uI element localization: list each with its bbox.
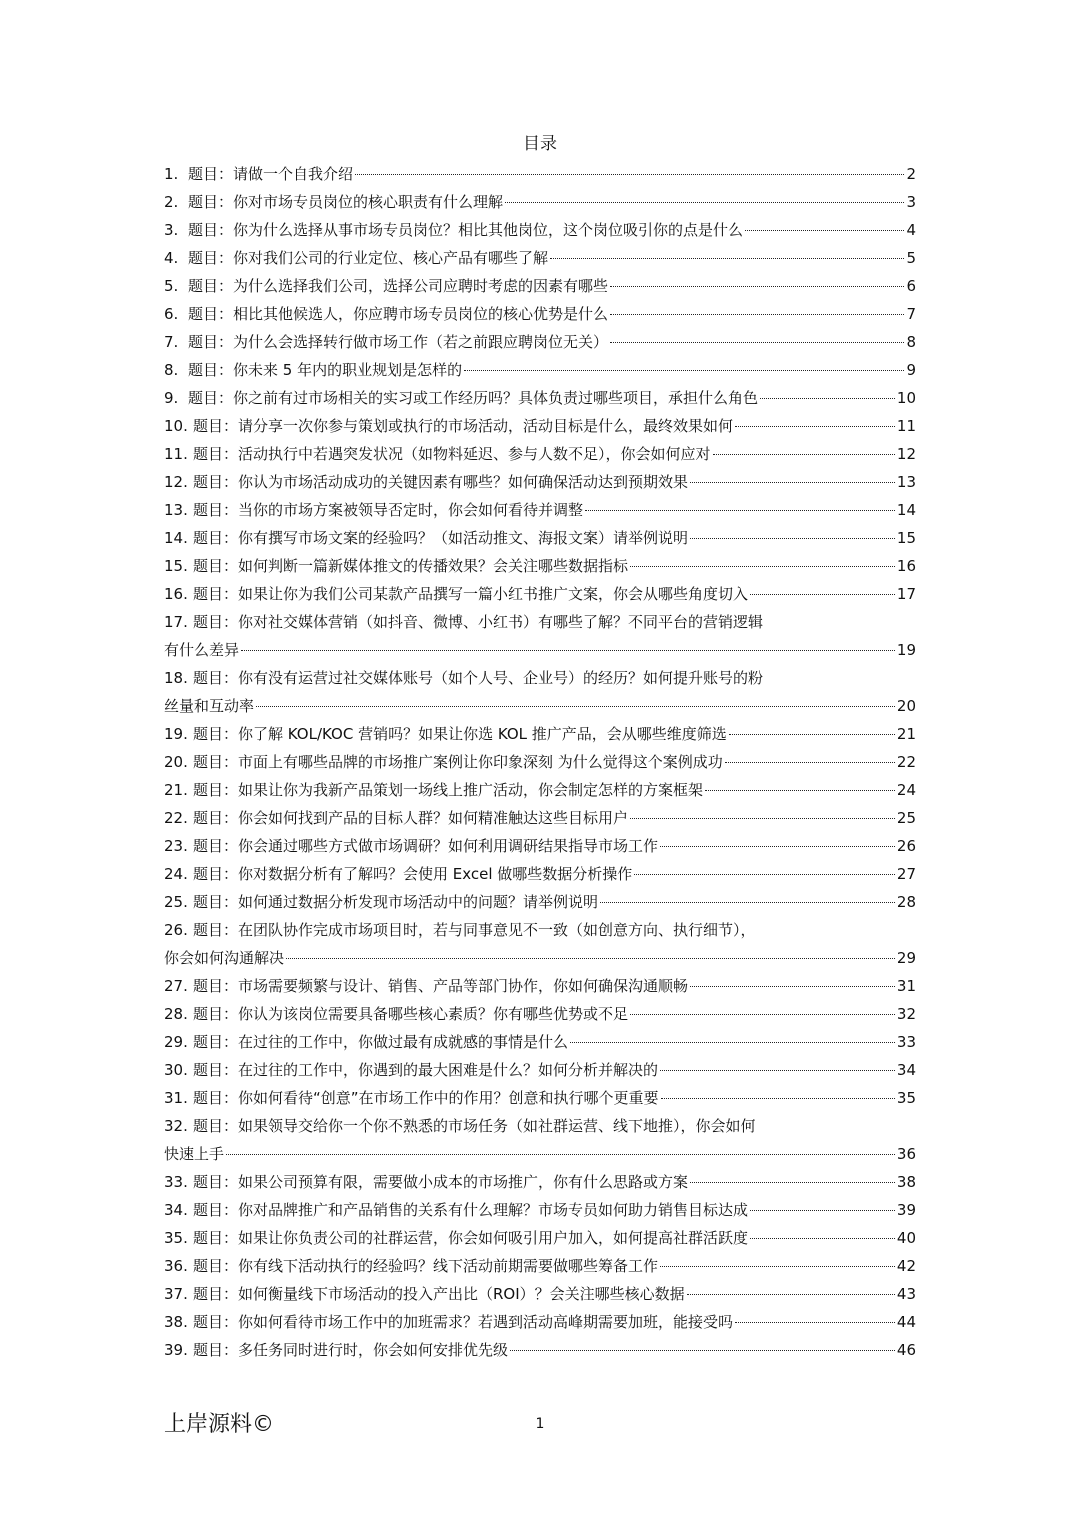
toc-entry-title: 题目：如果让你为我新产品策划一场线上推广活动，你会制定怎样的方案框架 — [193, 781, 704, 799]
toc-entry-page: 31 — [896, 977, 916, 995]
dot-leader — [687, 1280, 895, 1295]
toc-entry-title: 题目：市面上有哪些品牌的市场推广案例让你印象深刻 为什么觉得这个案例成功 — [193, 753, 723, 771]
toc-entry-number: 30. — [164, 1061, 188, 1079]
footer-brand: 上岸源料© — [164, 1412, 275, 1437]
dot-leader — [729, 720, 895, 735]
toc-entry-number: 27. — [164, 977, 188, 995]
toc-entry-title: 题目：为什么会选择转行做市场工作（若之前跟应聘岗位无关） — [188, 333, 609, 351]
toc-entry-title: 题目：当你的市场方案被领导否定时，你会如何看待并调整 — [193, 501, 584, 519]
toc-entry-title: 题目：如何衡量线下市场活动的投入产出比（ROI）？会关注哪些核心数据 — [193, 1285, 685, 1303]
toc-entry-page: 6 — [906, 277, 916, 295]
toc-entry[interactable] — [164, 300, 916, 328]
toc-entry[interactable] — [164, 272, 916, 300]
toc-entry-title: 题目：如果领导交给你一个你不熟悉的市场任务（如社群运营、线下地推），你会如何 — [193, 1117, 756, 1135]
toc-entry[interactable] — [164, 440, 916, 468]
toc-entry-page: 10 — [896, 389, 916, 407]
dot-leader — [690, 468, 895, 483]
toc-entry[interactable] — [164, 160, 916, 188]
toc-entry-page: 43 — [896, 1285, 916, 1303]
toc-entry-page: 12 — [896, 445, 916, 463]
dot-leader — [286, 944, 895, 959]
toc-entry[interactable] — [164, 804, 916, 832]
toc-entry-title: 题目：你对品牌推广和产品销售的关系有什么理解？市场专员如何助力销售目标达成 — [193, 1201, 749, 1219]
toc-entry[interactable] — [164, 972, 916, 1000]
dot-leader — [610, 272, 904, 287]
dot-leader — [630, 1000, 895, 1015]
toc-entry-title: 题目：在过往的工作中，你遇到的最大困难是什么？如何分析并解决的 — [193, 1061, 659, 1079]
toc-entry[interactable] — [164, 188, 916, 216]
toc-entry-page: 39 — [896, 1201, 916, 1219]
toc-entry-number: 36. — [164, 1257, 188, 1275]
dot-leader — [585, 496, 895, 511]
toc-entry-title: 题目：如果公司预算有限，需要做小成本的市场推广，你有什么思路或方案 — [193, 1173, 689, 1191]
toc-entry-page: 14 — [896, 501, 916, 519]
dot-leader — [660, 1056, 895, 1071]
toc-entry[interactable] — [164, 664, 916, 720]
toc-entry-number: 39. — [164, 1341, 188, 1359]
toc-entry-title: 题目：你对社交媒体营销（如抖音、微博、小红书）有哪些了解？不同平台的营销逻辑 — [193, 613, 764, 631]
toc-entry-number: 32. — [164, 1117, 188, 1135]
toc-entry-number: 29. — [164, 1033, 188, 1051]
toc-entry-number: 23. — [164, 837, 188, 855]
toc-entry[interactable] — [164, 580, 916, 608]
toc-entry-number: 31. — [164, 1089, 188, 1107]
toc-entry-title: 题目：你对我们公司的行业定位、核心产品有哪些了解 — [188, 249, 549, 267]
toc-entry-page: 21 — [896, 725, 916, 743]
table-of-contents — [164, 160, 916, 1364]
toc-entry-number: 35. — [164, 1229, 188, 1247]
toc-entry-page: 8 — [906, 333, 916, 351]
toc-entry-title: 题目：你之前有过市场相关的实习或工作经历吗？具体负责过哪些项目，承担什么角色 — [188, 389, 759, 407]
toc-entry-page: 34 — [896, 1061, 916, 1079]
toc-entry-number: 21. — [164, 781, 188, 799]
dot-leader — [610, 300, 904, 315]
dot-leader — [660, 1252, 895, 1267]
dot-leader — [570, 1028, 895, 1043]
toc-entry-page: 26 — [896, 837, 916, 855]
toc-entry-page: 32 — [896, 1005, 916, 1023]
toc-entry-title: 题目：你会通过哪些方式做市场调研？如何利用调研结果指导市场工作 — [193, 837, 659, 855]
toc-entry-page: 7 — [906, 305, 916, 323]
toc-entry[interactable] — [164, 1168, 916, 1196]
toc-entry-page: 2 — [906, 165, 916, 183]
toc-entry[interactable] — [164, 1224, 916, 1252]
toc-entry[interactable] — [164, 1000, 916, 1028]
toc-entry-page: 20 — [896, 697, 916, 715]
dot-leader — [750, 1196, 895, 1211]
toc-entry-page: 4 — [906, 221, 916, 239]
toc-entry-page: 35 — [896, 1089, 916, 1107]
toc-entry[interactable] — [164, 1084, 916, 1112]
dot-leader — [600, 888, 895, 903]
toc-entry-title: 题目：请做一个自我介绍 — [188, 165, 354, 183]
toc-entry-page: 27 — [896, 865, 916, 883]
toc-entry-number: 38. — [164, 1313, 188, 1331]
toc-entry-title: 题目：你如何看待“创意”在市场工作中的作用？创意和执行哪个更重要 — [193, 1089, 659, 1107]
dot-leader — [690, 972, 895, 987]
toc-entry-number: 25. — [164, 893, 188, 911]
toc-entry-page: 46 — [896, 1341, 916, 1359]
toc-entry-number: 15. — [164, 557, 188, 575]
toc-entry-title-continued: 丝量和互动率 — [164, 697, 255, 715]
dot-leader — [690, 1168, 895, 1183]
toc-entry-page: 42 — [896, 1257, 916, 1275]
toc-entry[interactable] — [164, 1112, 916, 1168]
dot-leader — [750, 1224, 895, 1239]
toc-entry-page: 3 — [906, 193, 916, 211]
toc-entry[interactable] — [164, 384, 916, 412]
toc-entry-title: 题目：相比其他候选人，你应聘市场专员岗位的核心优势是什么 — [188, 305, 609, 323]
dot-leader — [355, 160, 904, 175]
toc-entry-page: 33 — [896, 1033, 916, 1051]
toc-entry-page: 22 — [896, 753, 916, 771]
toc-entry-title: 题目：在团队协作完成市场项目时，若与同事意见不一致（如创意方向、执行细节）， — [193, 921, 756, 939]
dot-leader — [256, 692, 895, 707]
toc-entry[interactable] — [164, 412, 916, 440]
toc-entry[interactable] — [164, 1252, 916, 1280]
toc-entry[interactable] — [164, 1196, 916, 1224]
toc-entry[interactable] — [164, 916, 916, 972]
toc-entry-number: 8. — [164, 361, 179, 379]
toc-entry-title: 题目：你如何看待市场工作中的加班需求？若遇到活动高峰期需要加班，能接受吗 — [193, 1313, 734, 1331]
toc-entry-title: 题目：多任务同时进行时，你会如何安排优先级 — [193, 1341, 509, 1359]
toc-entry-number: 1. — [164, 165, 179, 183]
toc-entry-title: 题目：你了解 KOL/KOC 营销吗？如果让你选 KOL 推广产品，会从哪些维度筛选 — [193, 725, 727, 743]
footer-page-number: 1 — [535, 1416, 545, 1432]
toc-entry-title: 题目：活动执行中若遇突发状况（如物料延迟、参与人数不足），你会如何应对 — [193, 445, 711, 463]
toc-entry-number: 24. — [164, 865, 188, 883]
toc-entry[interactable] — [164, 1028, 916, 1056]
toc-entry-number: 22. — [164, 809, 188, 827]
toc-entry-page: 36 — [896, 1145, 916, 1163]
toc-entry-page: 28 — [896, 893, 916, 911]
dot-leader — [510, 1336, 895, 1351]
toc-entry-number: 16. — [164, 585, 188, 603]
toc-entry-number: 2. — [164, 193, 179, 211]
toc-entry-title: 题目：你有没有运营过社交媒体账号（如个人号、企业号）的经历？如何提升账号的粉 — [193, 669, 764, 687]
dot-leader — [464, 356, 904, 371]
toc-entry[interactable] — [164, 1308, 916, 1336]
toc-entry-page: 38 — [896, 1173, 916, 1191]
dot-leader — [634, 860, 895, 875]
dot-leader — [750, 580, 895, 595]
dot-leader — [630, 552, 895, 567]
toc-entry[interactable] — [164, 1056, 916, 1084]
toc-entry-title: 题目：你有撰写市场文案的经验吗？（如活动推文、海报文案）请举例说明 — [193, 529, 689, 547]
toc-entry-page: 24 — [896, 781, 916, 799]
dot-leader — [226, 1140, 895, 1155]
dot-leader — [550, 244, 904, 259]
dot-leader — [735, 1308, 895, 1323]
toc-entry-number: 28. — [164, 1005, 188, 1023]
toc-entry-number: 10. — [164, 417, 188, 435]
toc-entry-number: 18. — [164, 669, 188, 687]
toc-entry-number: 6. — [164, 305, 179, 323]
toc-entry-number: 5. — [164, 277, 179, 295]
toc-entry[interactable] — [164, 748, 916, 776]
toc-entry-page: 19 — [896, 641, 916, 659]
toc-entry-title: 题目：市场需要频繁与设计、销售、产品等部门协作，你如何确保沟通顺畅 — [193, 977, 689, 995]
toc-entry-number: 34. — [164, 1201, 188, 1219]
toc-entry-page: 13 — [896, 473, 916, 491]
toc-entry[interactable] — [164, 328, 916, 356]
toc-entry-number: 26. — [164, 921, 188, 939]
toc-entry-number: 12. — [164, 473, 188, 491]
toc-entry-number: 13. — [164, 501, 188, 519]
toc-title: 目录 — [523, 134, 557, 154]
dot-leader — [660, 832, 895, 847]
toc-entry-title: 题目：你有线下活动执行的经验吗？线下活动前期需要做哪些筹备工作 — [193, 1257, 659, 1275]
toc-entry-title-continued: 你会如何沟通解决 — [164, 949, 285, 967]
toc-entry-page: 25 — [896, 809, 916, 827]
toc-entry[interactable] — [164, 496, 916, 524]
toc-entry-title: 题目：如果让你为我们公司某款产品撰写一篇小红书推广文案，你会从哪些角度切入 — [193, 585, 749, 603]
toc-entry-title-continued: 有什么差异 — [164, 641, 240, 659]
toc-entry-page: 16 — [896, 557, 916, 575]
dot-leader — [735, 412, 895, 427]
dot-leader — [745, 216, 904, 231]
toc-entry-title: 题目：你认为市场活动成功的关键因素有哪些？如何确保活动达到预期效果 — [193, 473, 689, 491]
toc-entry-title: 题目：为什么选择我们公司，选择公司应聘时考虑的因素有哪些 — [188, 277, 609, 295]
toc-entry-page: 15 — [896, 529, 916, 547]
dot-leader — [505, 188, 904, 203]
toc-entry-title: 题目：你会如何找到产品的目标人群？如何精准触达这些目标用户 — [193, 809, 629, 827]
toc-entry-page: 40 — [896, 1229, 916, 1247]
toc-entry-title: 题目：如何通过数据分析发现市场活动中的问题？请举例说明 — [193, 893, 599, 911]
toc-entry[interactable] — [164, 860, 916, 888]
toc-entry-title: 题目：如果让你负责公司的社群运营，你会如何吸引用户加入，如何提高社群活跃度 — [193, 1229, 749, 1247]
toc-entry-number: 17. — [164, 613, 188, 631]
toc-entry-title: 题目：你对市场专员岗位的核心职责有什么理解 — [188, 193, 504, 211]
toc-entry-title: 题目：如何判断一篇新媒体推文的传播效果？会关注哪些数据指标 — [193, 557, 629, 575]
toc-entry-number: 33. — [164, 1173, 188, 1191]
dot-leader — [241, 636, 895, 651]
toc-entry-page: 5 — [906, 249, 916, 267]
toc-entry-page: 9 — [906, 361, 916, 379]
toc-entry-number: 7. — [164, 333, 179, 351]
dot-leader — [610, 328, 904, 343]
toc-entry[interactable] — [164, 776, 916, 804]
dot-leader — [690, 524, 895, 539]
toc-entry-title: 题目：你认为该岗位需要具备哪些核心素质？你有哪些优势或不足 — [193, 1005, 629, 1023]
toc-entry[interactable] — [164, 468, 916, 496]
toc-entry[interactable] — [164, 832, 916, 860]
toc-entry-number: 20. — [164, 753, 188, 771]
toc-entry-number: 3. — [164, 221, 179, 239]
toc-entry-number: 19. — [164, 725, 188, 743]
toc-entry-title: 题目：你未来 5 年内的职业规划是怎样的 — [188, 361, 463, 379]
toc-entry-title: 题目：请分享一次你参与策划或执行的市场活动，活动目标是什么，最终效果如何 — [193, 417, 734, 435]
toc-entry-page: 29 — [896, 949, 916, 967]
dot-leader — [705, 776, 895, 791]
toc-entry-page: 17 — [896, 585, 916, 603]
toc-entry-number: 4. — [164, 249, 179, 267]
dot-leader — [760, 384, 895, 399]
toc-entry-title-continued: 快速上手 — [164, 1145, 225, 1163]
toc-entry-title: 题目：你为什么选择从事市场专员岗位？相比其他岗位，这个岗位吸引你的点是什么 — [188, 221, 744, 239]
toc-entry-number: 14. — [164, 529, 188, 547]
toc-entry-page: 11 — [896, 417, 916, 435]
dot-leader — [713, 440, 895, 455]
toc-entry[interactable] — [164, 524, 916, 552]
toc-entry[interactable] — [164, 608, 916, 664]
dot-leader — [661, 1084, 895, 1099]
toc-entry[interactable] — [164, 720, 916, 748]
toc-entry-title: 题目：你对数据分析有了解吗？会使用 Excel 做哪些数据分析操作 — [193, 865, 633, 883]
toc-entry[interactable] — [164, 1336, 916, 1364]
toc-entry[interactable] — [164, 216, 916, 244]
toc-entry[interactable] — [164, 1280, 916, 1308]
toc-entry-number: 11. — [164, 445, 188, 463]
toc-entry[interactable] — [164, 244, 916, 272]
toc-entry[interactable] — [164, 356, 916, 384]
toc-entry-number: 9. — [164, 389, 179, 407]
toc-entry[interactable] — [164, 888, 916, 916]
toc-entry-title: 题目：在过往的工作中，你做过最有成就感的事情是什么 — [193, 1033, 569, 1051]
dot-leader — [725, 748, 895, 763]
toc-entry[interactable] — [164, 552, 916, 580]
toc-entry-number: 37. — [164, 1285, 188, 1303]
toc-entry-page: 44 — [896, 1313, 916, 1331]
dot-leader — [630, 804, 895, 819]
